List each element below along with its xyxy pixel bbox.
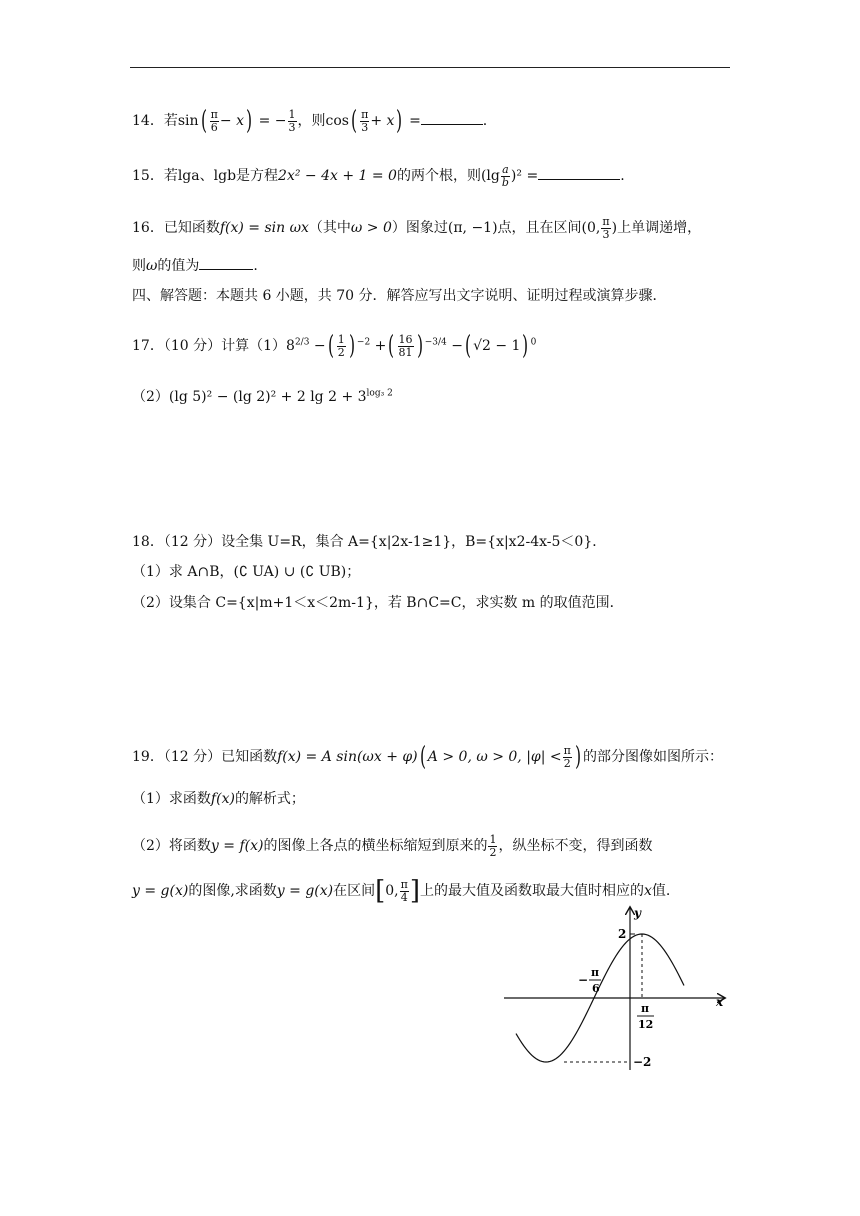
question-16-line1: 16．已知函数f(x) = sin ωx（其中ω > 0）图象过(π, −1)点，且在区间(0, $\frac{\pi}{3}$ )上单调递增，: [132, 215, 702, 241]
question-19-line1: 19．（12 分）已知函数f(x) = A sin(ωx + φ)( A > 0, ω > 0, |φ| < $\frac{\pi}{2}$ ) 的部分图像如图所示：: [132, 742, 724, 772]
question-14: 14．若sin( $\frac{\pi}{6}$ − x) = − $\frac{1}{3}$ ，则cos( $\frac{\pi}{3}$ + x) = .: [132, 106, 488, 136]
question-18-line3: （2）设集合 C={x|m+1＜x＜2m-1}，若 B∩C=C，求实数 m 的取值范围．: [132, 595, 624, 611]
question-18-line2: （1）求 A∩B，(∁ UA) ∪ (∁ UB)；: [132, 564, 361, 580]
label-max: 2: [618, 927, 627, 941]
section-4-heading: 四、解答题：本题共 6 小题，共 70 分．解答应写出文字说明、证明过程或演算步骤．: [132, 288, 667, 304]
label-pi12-den: 12: [638, 1018, 654, 1031]
question-17-part2: （2）(lg 5)² − (lg 2)² + 2 $\lg 2 + 3^{log_3 2}$: [132, 388, 393, 405]
question-15: 15．若lga、lgb是方程2x² − 4x + 1 = 0的两个根，则(lg $\frac{a}{b}$ )² = .: [132, 163, 625, 189]
label-neg-sign: −: [578, 973, 589, 987]
y-axis-label: y: [634, 906, 641, 920]
x-axis-label: x: [716, 995, 724, 1009]
label-neg-pi6-num: π: [591, 966, 600, 979]
header-rule: [130, 67, 730, 68]
answer-blank-16[interactable]: [199, 268, 253, 270]
question-19-part1: （1）求函数f(x)的解析式；: [132, 791, 305, 807]
answer-blank-15[interactable]: [538, 178, 620, 180]
question-19-part2: （2）将函数y = f(x)的图像上各点的横坐标缩短到原来的 $\frac{1}{2}$ ，纵坐标不变，得到函数: [132, 833, 653, 859]
answer-blank-14[interactable]: [421, 123, 483, 125]
label-neg-pi6-den: 6: [592, 982, 600, 995]
question-19-part3: y = g(x)的图像,求函数y = g(x)在区间[0, $\frac{\pi}{4}$ ]上的最大值及函数取最大值时相应的x值.: [132, 876, 671, 906]
label-min: −2: [633, 1055, 652, 1069]
sine-graph-figure: [498, 904, 730, 1076]
question-16-line2: 则ω的值为 .: [132, 258, 258, 274]
question-18-line1: 18．（12 分）设全集 U=R，集合 A={x|2x-1≥1}，B={x|x2-4x-5＜0}．: [132, 534, 607, 550]
label-pi12-num: π: [641, 1002, 650, 1015]
question-17: 17．（10 分）计算$(1)8^{2/3}$ −( $\frac{1}{2}$ ) $^{-2}$ +( $\frac{16}{81}$ ) $^{-3/4}$ −( √2 − 1) $^0$: [132, 331, 537, 361]
